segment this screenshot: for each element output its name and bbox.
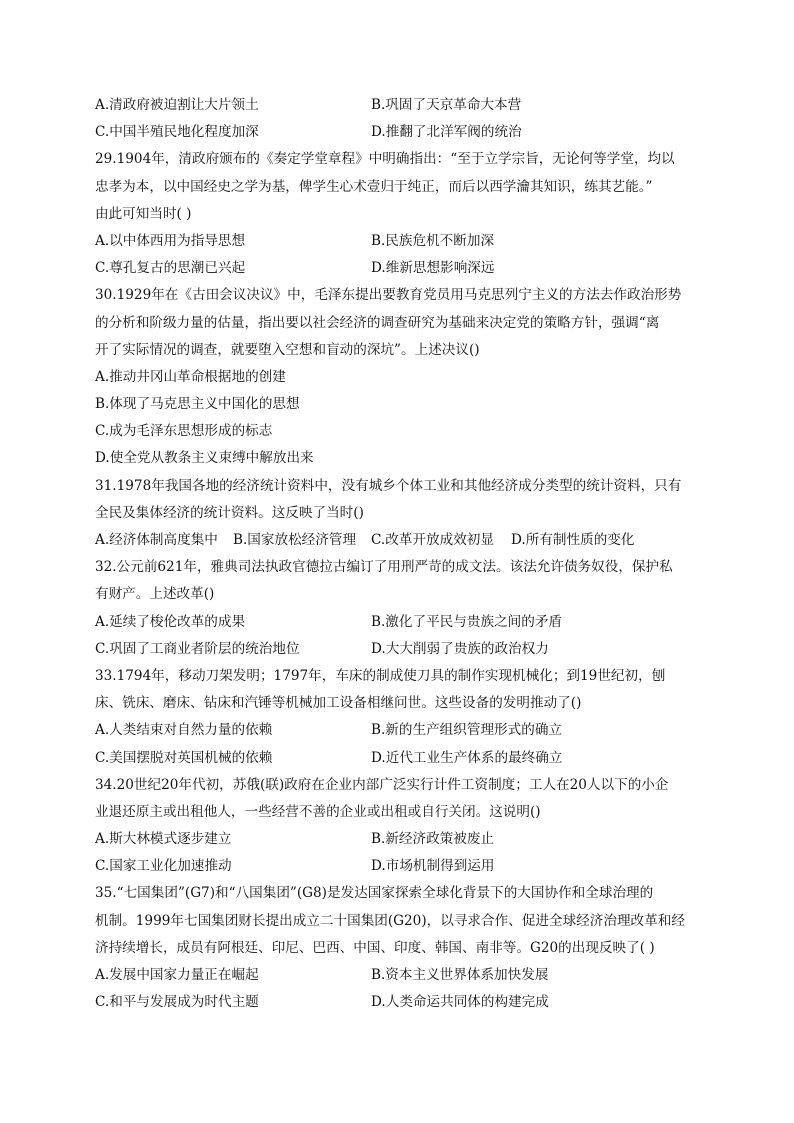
option-a: A.经济体制高度集中 — [95, 532, 218, 548]
option-b: B.体现了马克思主义中国化的思想 — [95, 396, 300, 413]
option-b: B.民族危机不断加深 — [371, 232, 495, 249]
question-stem-line: 31.1978年我国各地的经济统计资料中，没有城乡个体工业和其他经济成分类型的统计资料，只有 — [95, 477, 682, 494]
question-28-options — [95, 92, 707, 146]
option-c: C.美国摆脱对英国机械的依赖 — [95, 749, 273, 766]
option-d: D.推翻了北洋军阀的统治 — [371, 124, 522, 141]
option-d: D.人类命运共同体的构建完成 — [371, 994, 549, 1011]
question-29 — [95, 146, 707, 282]
question-stem-line: 35.“七国集团”(G7)和“八国集团”(G8)是发达国家探索全球化背景下的大国协作和全球治理的 — [95, 885, 654, 902]
option-a: A.斯大林模式逐步建立 — [95, 831, 232, 848]
option-d: D.所有制性质的变化 — [511, 532, 635, 548]
option-a: A.发展中国家力量正在崛起 — [95, 967, 259, 983]
option-c: C.中国半殖民地化程度加深 — [95, 124, 259, 141]
question-stem-line: 济持续增长，成员有阿根廷、印尼、巴西、中国、印度、韩国、南非等。G20的出现反映了( ) — [95, 939, 655, 956]
option-d: D.大大削弱了贵族的政治权力 — [371, 640, 549, 657]
option-a: A.以中体西用为指导思想 — [95, 232, 246, 249]
option-b: B.激化了平民与贵族之间的矛盾 — [371, 613, 563, 630]
option-a: A.人类结束对自然力量的依赖 — [95, 722, 273, 739]
question-stem-line: 29.1904年，清政府颁布的《奏定学堂章程》中明确指出：“至于立学宗旨，无论何等学堂，均以 — [95, 151, 675, 168]
question-31 — [95, 473, 707, 555]
option-c: C.成为毛泽东思想形成的标志 — [95, 423, 273, 440]
question-stem-line: 开了实际情况的调查，就要堕入空想和盲动的深坑”。上述决议() — [95, 341, 480, 358]
question-30 — [95, 282, 707, 472]
option-a: A.推动井冈山革命根据地的创建 — [95, 368, 286, 385]
question-stem-line: 全民及集体经济的统计资料。这反映了当时() — [95, 504, 364, 521]
option-b: B.新的生产组织管理形式的确立 — [371, 722, 563, 739]
question-stem-line: 业退还原主或出租他人，一些经营不善的企业或出租或自行关闭。这说明() — [95, 803, 541, 820]
option-b: B.国家放松经济管理 — [233, 532, 357, 548]
question-stem-line: 忠孝为本，以中国经史之学为基，俾学生心术壹归于纯正，而后以西学瀹其知识，练其艺能。” — [95, 178, 653, 195]
question-stem-line: 34.20世纪20年代初，苏俄(联)政府在企业内部广泛实行计件工资制度；工人在20人以下的小企 — [95, 776, 669, 793]
question-33 — [95, 663, 707, 772]
option-c: C.和平与发展成为时代主题 — [95, 994, 259, 1011]
option-d: D.使全党从教条主义束缚中解放出来 — [95, 450, 314, 467]
question-34 — [95, 772, 707, 881]
question-stem-line: 32.公元前621年，雅典司法执政官德拉古编订了用刑严苛的成文法。该法允许债务奴役，保护私 — [95, 559, 673, 576]
option-c: C.国家工业化加速推动 — [95, 858, 232, 875]
option-c: C.尊孔复古的思潮已兴起 — [95, 260, 246, 277]
option-a: A.延续了梭伦改革的成果 — [95, 613, 246, 630]
question-35 — [95, 880, 707, 1016]
option-c: C.巩固了工商业者阶层的统治地位 — [95, 640, 300, 657]
question-stem-line: 由此可知当时( ) — [95, 205, 192, 222]
question-stem-line: 33.1794年，移动刀架发明；1797年，车床的制成使刀具的制作实现机械化；到19世纪初，刨 — [95, 667, 666, 684]
option-b: B.新经济政策被废止 — [371, 831, 495, 848]
option-d: D.近代工业生产体系的最终确立 — [371, 749, 563, 766]
question-stem-line: 床、铣床、磨床、钻床和汽锤等机械加工设备相继问世。这些设备的发明推动了() — [95, 695, 582, 712]
exam-page — [95, 92, 707, 1016]
question-stem-line: 机制。1999年七国集团财长提出成立二十国集团(G20)，以寻求合作、促进全球经济治理改革和经 — [95, 912, 685, 929]
option-d: D.市场机制得到运用 — [371, 858, 495, 875]
question-32 — [95, 554, 707, 663]
option-c: C.改革开放成效初显 — [371, 532, 494, 548]
question-stem-line: 30.1929年在《古田会议决议》中，毛泽东提出要教育党员用马克思列宁主义的方法去作政治形势 — [95, 287, 682, 304]
option-b: B.巩固了天京革命大本营 — [371, 97, 522, 113]
question-stem-line: 的分析和阶级力量的估量，指出要以社会经济的调查研究为基础来决定党的策略方针，强调“离 — [95, 314, 660, 331]
question-stem-line: 有财产。上述改革() — [95, 586, 215, 603]
option-a: A.清政府被迫割让大片领土 — [95, 97, 259, 113]
option-b: B.资本主义世界体系加快发展 — [371, 967, 549, 983]
option-d: D.维新思想影响深远 — [371, 260, 495, 277]
